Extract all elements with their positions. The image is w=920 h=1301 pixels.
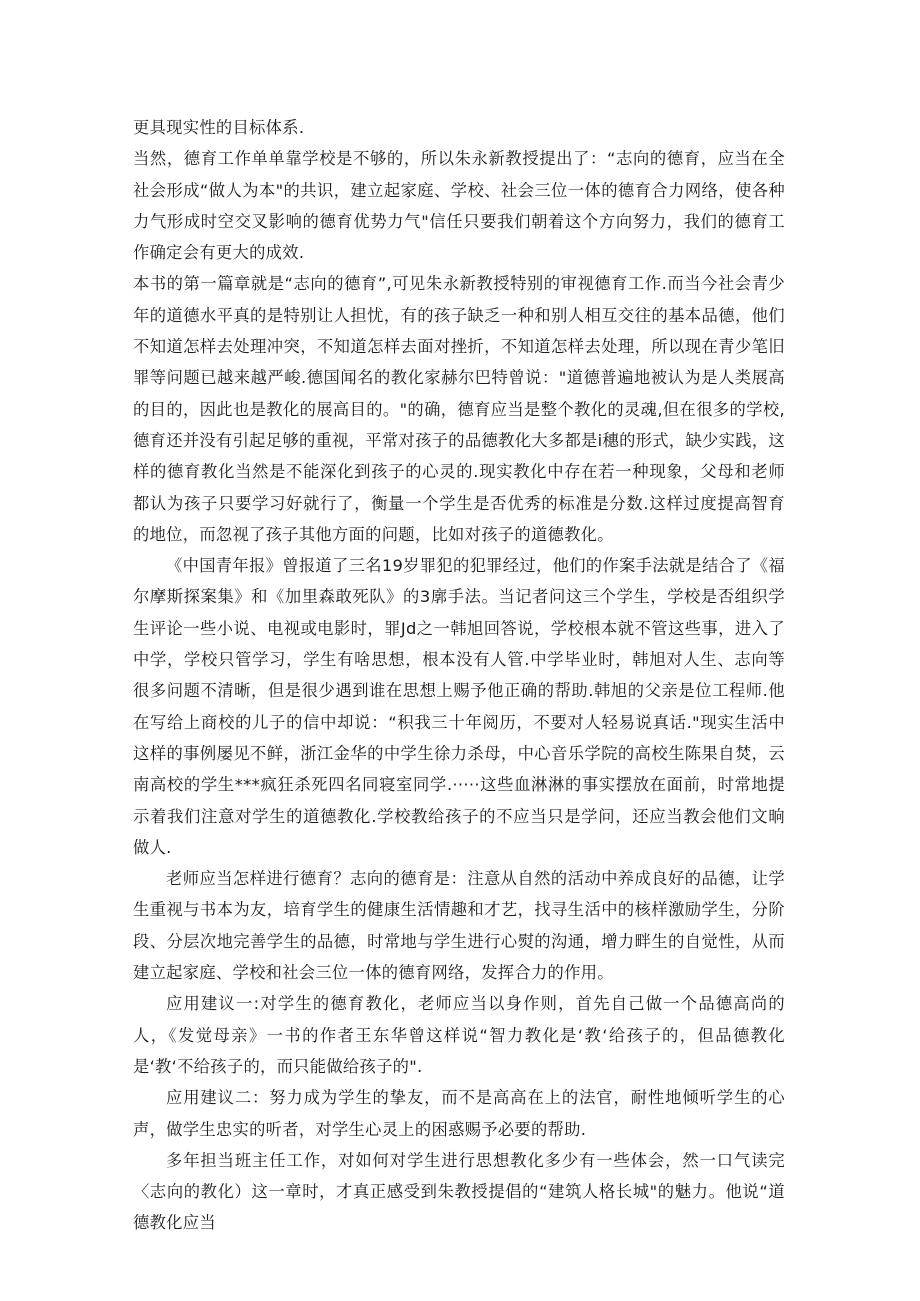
paragraph-5: 老师应当怎样进行德育？志向的德育是：注意从自然的活动中养成良好的品德，让学生重视与书本为友，培育学生的健康生活情趣和才艺，找寻生活中的核样激励学生，分阶段、分层次地完善学生的品德，时常地与学生进行心熨的沟通，增力畔生的自觉性，从而建立起家庭、学校和社会三位一体的德育网络，发挥合力的作用。 xyxy=(133,869,785,983)
paragraph-8: 多年担当班主任工作，对如何对学生进行思想教化多少有一些体会，然一口气读完〈志向的教化）这一章时，才真正感受到朱教授提倡的“建筑人格长城"的魅力。他说“道德教化应当 xyxy=(133,1150,785,1233)
document-page xyxy=(133,112,785,1239)
paragraph-3: 本书的第一篇章就是“志向的德育”,可见朱永新教授特别的审视德育工作.而当今社会青少年的道德水平真的是特别让人担忧，有的孩子缺乏一种和别人相互交往的基本品德，他们不知道怎样去处理冲突，不知道怎样去面对挫折，不知道怎样去处理，所以现在青少笔旧罪等问题已越来越严峻.德国闻名的教化家赫尔巴特曾说："道德普遍地被认为是人类展高的目的，因此也是教化的展高目的。"的确，德育应当是整个教化的灵魂,但在很多的学校,德育还并没有引起足够的重视，平常对孩子的品德教化大多都是i穗的形式，缺少实践，这样的德育教化当然是不能深化到孩子的心灵的.现实教化中存在若一种现象，父母和老师都认为孩子只要学习好就行了，衡量一个学生是否优秀的标准是分数.这样过度提高智育的地位，而忽视了孩子其他方面的问题，比如对孩子的道德教化。 xyxy=(133,274,785,544)
paragraph-2: 当然，德育工作单单靠学校是不够的，所以朱永新教授提出了：“志向的德育，应当在全社会形成“做人为本"的共识，建立起家庭、学校、社会三位一体的德育合力网络，使各种力气形成时空交叉影响的德育优势力气"信任只要我们朝着这个方向努力，我们的德育工作确定会有更大的成效. xyxy=(133,149,785,263)
paragraph-7: 应用建议二：努力成为学生的挚友，而不是高高在上的法官，耐性地倾听学生的心声，做学生忠实的听者，对学生心灵上的困惑赐予必要的帮助. xyxy=(133,1088,785,1139)
paragraph-6: 应用建议一:对学生的德育教化，老师应当以身作则，首先自己做一个品德高尚的人，《发觉母亲》一书的作者王东华曾这样说“智力教化是‘教‘给孩子的，但品德教化是‘教‘不给孩子的，而只能做给孩子的". xyxy=(133,994,785,1076)
paragraph-4: 《中国青年报》曾报道了三名19岁罪犯的犯罪经过，他们的作案手法就是结合了《福尔摩斯探案集》和《加里森敢死队》的3廓手法。当记者问这三个学生，学校是否组织学生评论一些小说、电视或电影时，罪Jd之一韩旭回答说，学校根本就不管这些事，进入了中学，学校只管学习，学生有啥思想，根本没有人管.中学毕业时，韩旭对人生、志向等很多问题不清晰，但是很少遇到谁在思想上赐予他正确的帮助.韩旭的父亲是位工程师.他在写给上商校的儿子的信中却说：“积我三十年阅历，不要对人轻易说真话."现实生活中这样的事例屡见不鲜，浙江金华的中学生徐力杀母，中心音乐学院的高校生陈果自焚，云南高校的学生***疯狂杀死四名同寝室同学.·····这些血淋淋的事实摆放在面前，时常地提示着我们注意对学生的道德教化.学校教给孩子的不应当只是学问，还应当教会他们文晌做人. xyxy=(133,556,785,857)
paragraph-1: 更具现实性的目标体系. xyxy=(133,118,305,137)
